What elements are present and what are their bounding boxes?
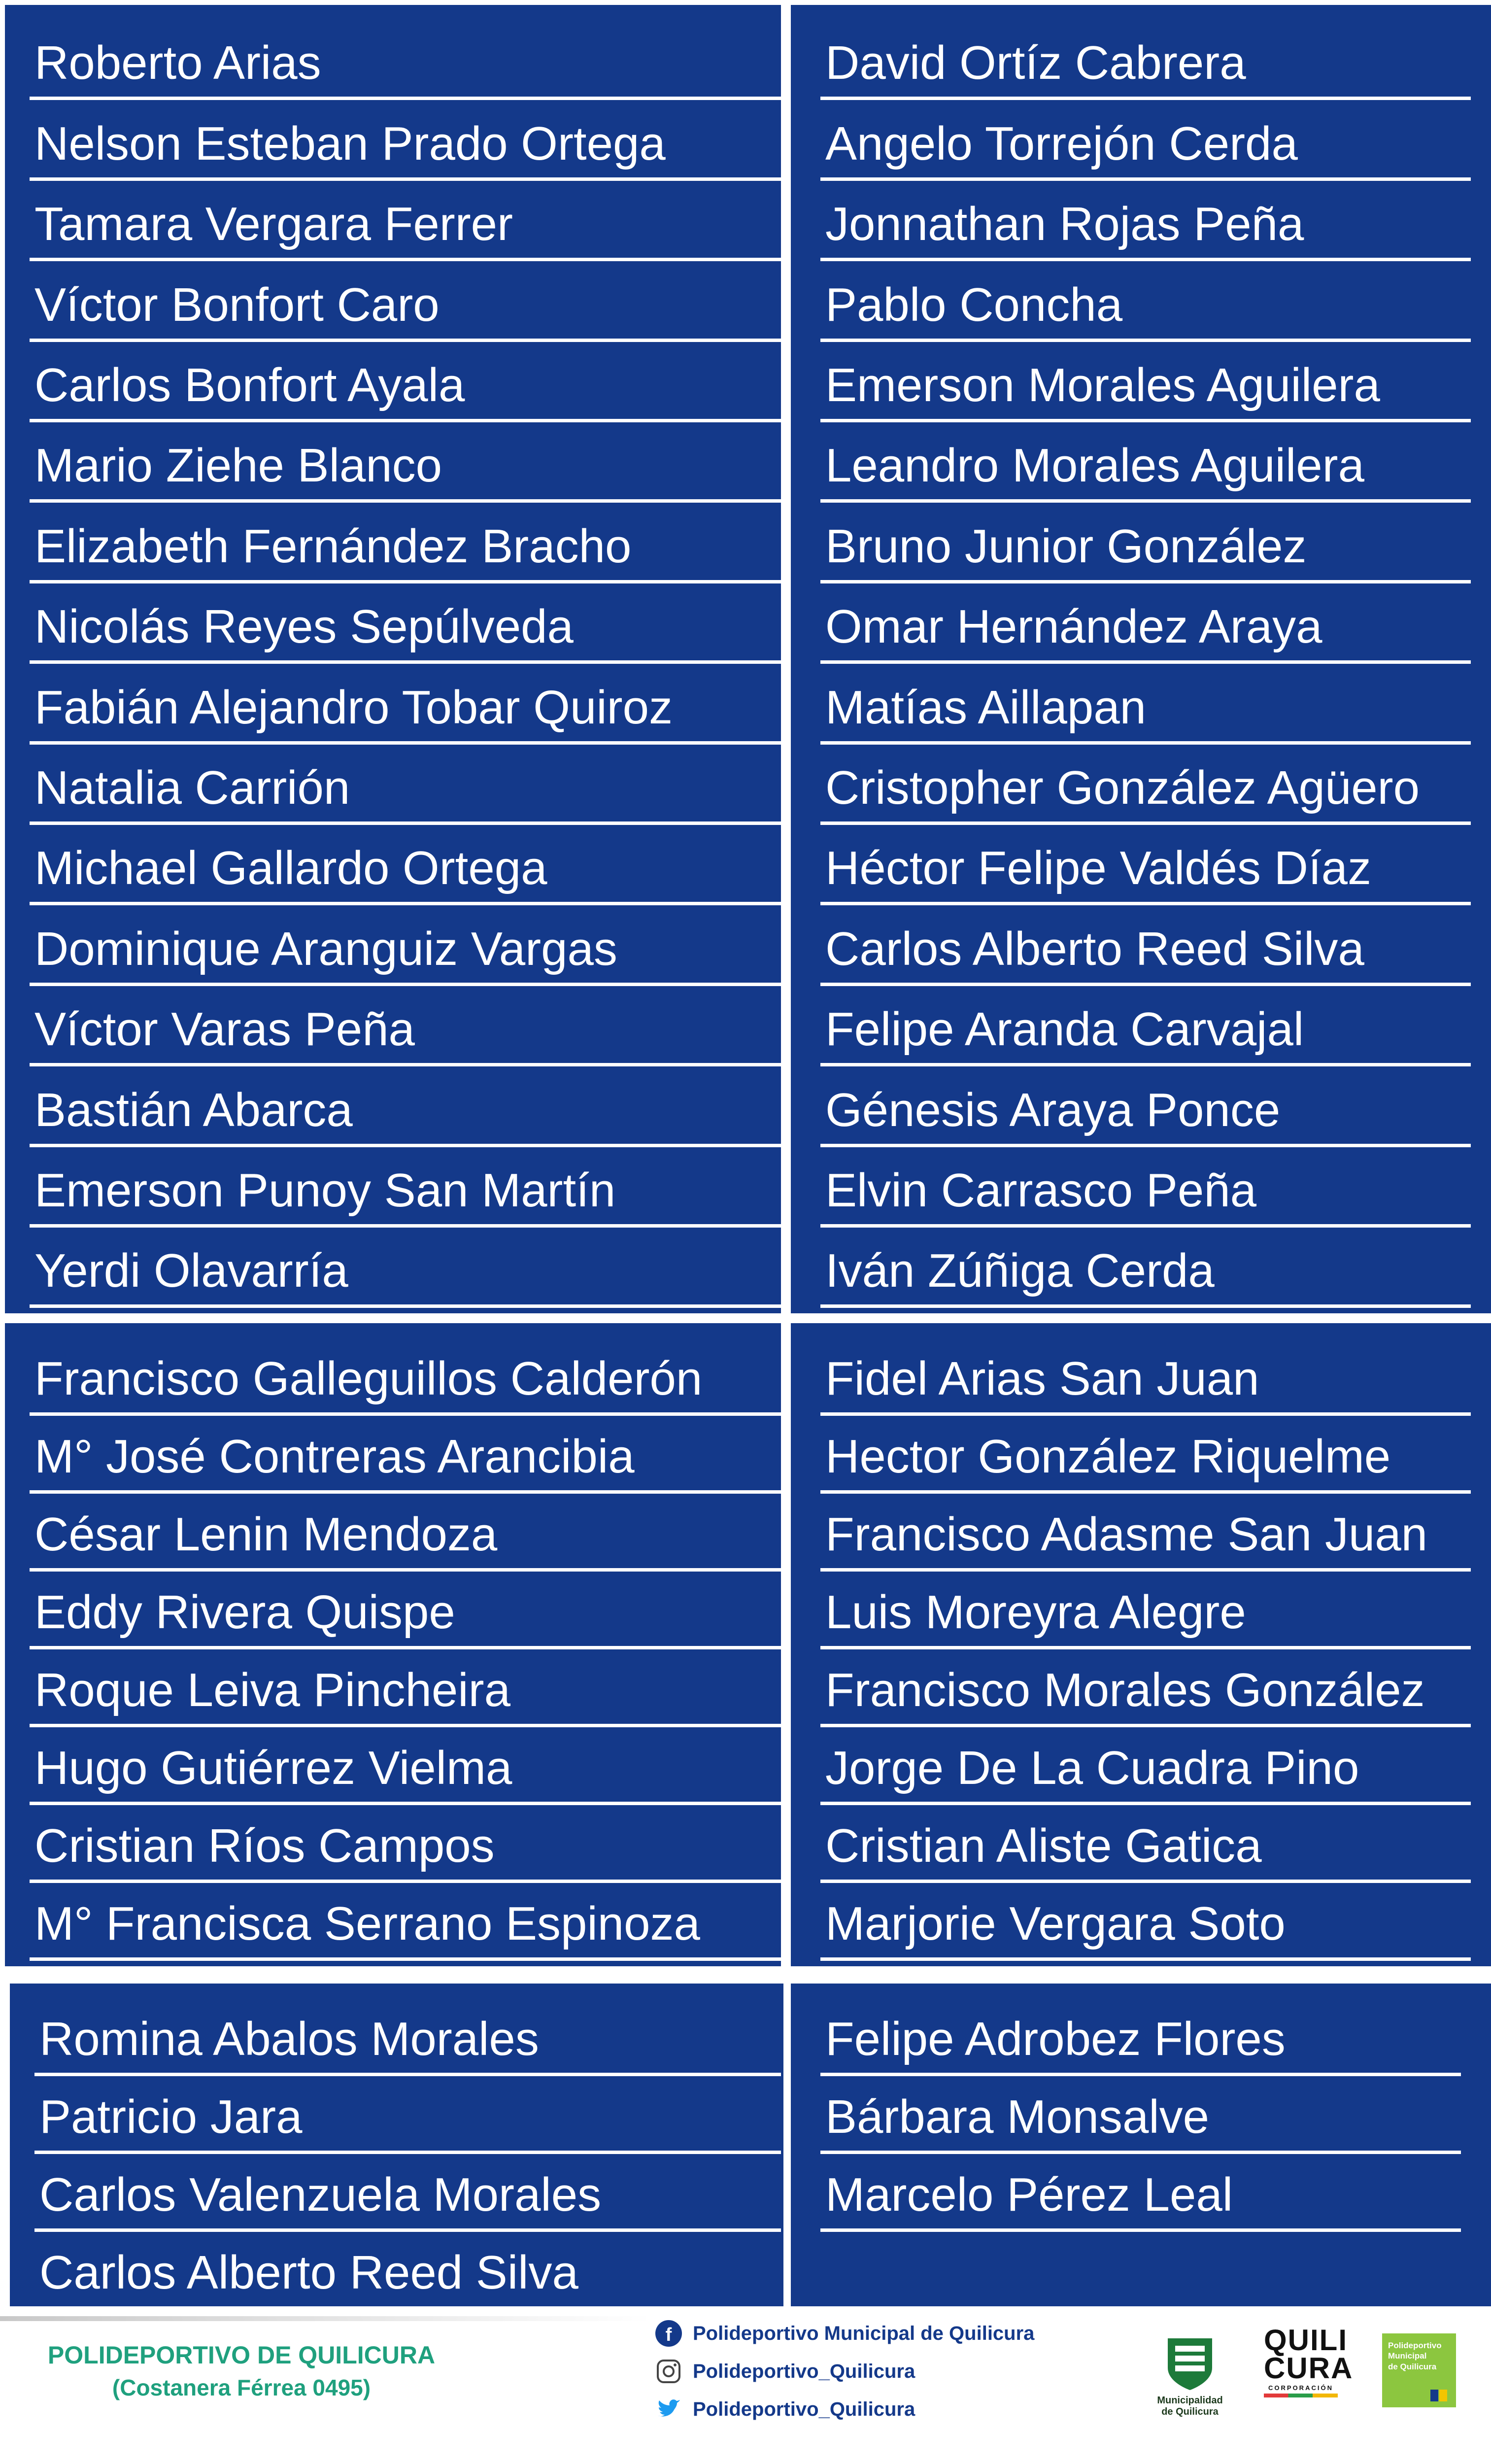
name-row	[820, 1338, 1471, 1416]
person-name: Dominique Aranguiz Vargas	[34, 922, 617, 975]
name-row	[820, 1649, 1471, 1727]
corporacion-label: CORPORACIÓN	[1268, 2384, 1333, 2392]
municipalidad-label-2: de Quilicura	[1161, 2406, 1219, 2417]
social-twitter[interactable]	[655, 2396, 915, 2423]
person-name: Héctor Felipe Valdés Díaz	[825, 842, 1372, 895]
person-name: Francisco Galleguillos Calderón	[34, 1352, 703, 1405]
name-row	[820, 1883, 1471, 1961]
name-row	[30, 100, 781, 180]
name-row	[30, 422, 781, 503]
person-name: Cristian Aliste Gatica	[825, 1819, 1262, 1872]
person-name: Víctor Bonfort Caro	[34, 278, 440, 331]
name-row	[30, 1066, 781, 1147]
person-name: Luis Moreyra Alegre	[825, 1586, 1246, 1639]
name-row	[820, 986, 1471, 1066]
name-row	[30, 583, 781, 664]
person-name: Nelson Esteban Prado Ortega	[34, 117, 666, 170]
facebook-icon	[655, 2320, 682, 2347]
name-row	[820, 1572, 1471, 1649]
name-row	[820, 905, 1471, 986]
name-row	[30, 1572, 781, 1649]
name-row	[820, 2076, 1461, 2154]
person-name: Bastián Abarca	[34, 1083, 353, 1136]
name-row	[30, 503, 781, 583]
name-row	[30, 1727, 781, 1805]
person-name: David Ortíz Cabrera	[825, 36, 1246, 90]
polideportivo-label-1: Polideportivo	[1388, 2341, 1442, 2350]
social-facebook[interactable]	[655, 2320, 1034, 2347]
person-name: M° José Contreras Arancibia	[34, 1430, 635, 1483]
person-name: Eddy Rivera Quispe	[34, 1586, 455, 1639]
person-name: Fabián Alejandro Tobar Quiroz	[34, 681, 673, 734]
name-row	[30, 905, 781, 986]
municipalidad-label-1: Municipalidad	[1157, 2395, 1223, 2406]
name-row	[820, 745, 1471, 825]
corporacion-color-bar	[1264, 2394, 1338, 2397]
name-row	[820, 20, 1471, 100]
person-name: Hector González Riquelme	[825, 1430, 1391, 1483]
name-row	[820, 100, 1471, 180]
person-name: Mario Ziehe Blanco	[34, 439, 442, 492]
venue-info	[20, 2341, 463, 2401]
facebook-handle: Polideportivo Municipal de Quilicura	[693, 2322, 1035, 2344]
person-name: Marjorie Vergara Soto	[825, 1897, 1286, 1950]
name-row	[820, 181, 1471, 261]
name-row	[34, 2154, 781, 2232]
person-name: Patricio Jara	[39, 2090, 303, 2143]
person-name: Leandro Morales Aguilera	[825, 439, 1365, 492]
polideportivo-label-2: Municipal	[1388, 2351, 1427, 2361]
name-row	[34, 1998, 781, 2076]
name-row	[820, 1416, 1471, 1494]
social-instagram[interactable]	[655, 2358, 915, 2385]
svg-text:f: f	[665, 2325, 672, 2345]
name-row	[820, 664, 1471, 744]
name-row	[34, 2076, 781, 2154]
name-row	[30, 1147, 781, 1228]
person-name: Elvin Carrasco Peña	[825, 1164, 1257, 1217]
person-name: Hugo Gutiérrez Vielma	[34, 1742, 512, 1794]
name-row	[820, 422, 1471, 503]
name-row	[820, 503, 1471, 583]
person-name: Romina Abalos Morales	[39, 2013, 539, 2065]
person-name: César Lenin Mendoza	[34, 1508, 498, 1561]
corporacion-logo-top: QUILI	[1264, 2324, 1348, 2357]
name-row	[820, 1494, 1471, 1572]
name-row	[30, 1649, 781, 1727]
name-row	[820, 1066, 1471, 1147]
footer-divider	[0, 2316, 650, 2321]
name-row	[30, 1228, 781, 1308]
name-row	[820, 342, 1471, 422]
person-name: Emerson Morales Aguilera	[825, 358, 1380, 411]
person-name: Víctor Varas Peña	[34, 1003, 415, 1056]
person-name: Felipe Adrobez Flores	[825, 2013, 1286, 2065]
name-row	[30, 1805, 781, 1883]
person-name: Bárbara Monsalve	[825, 2090, 1210, 2143]
name-row	[30, 825, 781, 905]
person-name: Tamara Vergara Ferrer	[34, 198, 513, 251]
name-row	[30, 342, 781, 422]
person-name: Carlos Alberto Reed Silva	[39, 2246, 578, 2299]
polideportivo-label-3: de Quilicura	[1388, 2361, 1437, 2371]
person-name: Cristopher González Agüero	[825, 761, 1420, 814]
person-name: Francisco Adasme San Juan	[825, 1508, 1427, 1561]
person-name: M° Francisca Serrano Espinoza	[34, 1897, 700, 1950]
name-row	[820, 1228, 1471, 1308]
name-row	[30, 20, 781, 100]
person-name: Angelo Torrejón Cerda	[825, 117, 1298, 170]
name-row	[30, 261, 781, 342]
venue-address: (Costanera Férrea 0495)	[112, 2375, 371, 2400]
municipal-crest-icon	[1163, 2333, 1217, 2393]
person-name: Felipe Aranda Carvajal	[825, 1003, 1304, 1056]
name-row	[820, 2154, 1461, 2232]
person-name: Francisco Morales González	[825, 1664, 1425, 1716]
person-name: Carlos Valenzuela Morales	[39, 2168, 602, 2221]
person-name: Fidel Arias San Juan	[825, 1352, 1259, 1405]
name-row	[30, 181, 781, 261]
person-name: Bruno Junior González	[825, 519, 1307, 573]
name-row	[820, 1727, 1471, 1805]
person-name: Iván Zúñiga Cerda	[825, 1244, 1215, 1298]
name-row	[30, 1883, 781, 1961]
person-name: Omar Hernández Araya	[825, 600, 1322, 653]
name-row	[30, 1494, 781, 1572]
name-row	[820, 261, 1471, 342]
instagram-handle: Polideportivo_Quilicura	[693, 2360, 915, 2382]
person-name: Génesis Araya Ponce	[825, 1083, 1281, 1136]
twitter-handle: Polideportivo_Quilicura	[693, 2398, 915, 2420]
name-row	[820, 825, 1471, 905]
name-row	[820, 1998, 1461, 2076]
person-name: Roque Leiva Pincheira	[34, 1664, 510, 1716]
corporacion-logo-bottom: CURA	[1264, 2352, 1354, 2385]
person-name: Jorge De La Cuadra Pino	[825, 1742, 1359, 1794]
person-name: Yerdi Olavarría	[34, 1244, 348, 1298]
name-row	[34, 2232, 781, 2310]
person-name: Elizabeth Fernández Bracho	[34, 519, 632, 573]
person-name: Michael Gallardo Ortega	[34, 842, 547, 895]
name-row	[820, 1147, 1471, 1228]
person-name: Nicolás Reyes Sepúlveda	[34, 600, 574, 653]
person-name: Roberto Arias	[34, 36, 321, 90]
person-name: Natalia Carrión	[34, 761, 350, 814]
person-name: Carlos Alberto Reed Silva	[825, 922, 1364, 975]
municipalidad-logo	[1153, 2333, 1227, 2418]
twitter-icon	[655, 2396, 682, 2423]
person-name: Marcelo Pérez Leal	[825, 2168, 1233, 2221]
corporacion-logo	[1264, 2324, 1354, 2397]
person-name: Pablo Concha	[825, 278, 1123, 331]
name-row	[30, 664, 781, 744]
person-name: Emerson Punoy San Martín	[34, 1164, 616, 1217]
venue-name: POLIDEPORTIVO DE QUILICURA	[47, 2341, 436, 2369]
name-row	[30, 1338, 781, 1416]
polideportivo-logo	[1382, 2333, 1456, 2407]
instagram-icon	[655, 2358, 682, 2385]
name-row	[30, 745, 781, 825]
name-row	[30, 1416, 781, 1494]
person-name: Matías Aillapan	[825, 681, 1147, 734]
person-name: Cristian Ríos Campos	[34, 1819, 495, 1872]
person-name: Jonnathan Rojas Peña	[825, 198, 1304, 251]
name-row	[820, 583, 1471, 664]
name-row	[820, 1805, 1471, 1883]
name-row	[30, 986, 781, 1066]
person-name: Carlos Bonfort Ayala	[34, 358, 465, 411]
